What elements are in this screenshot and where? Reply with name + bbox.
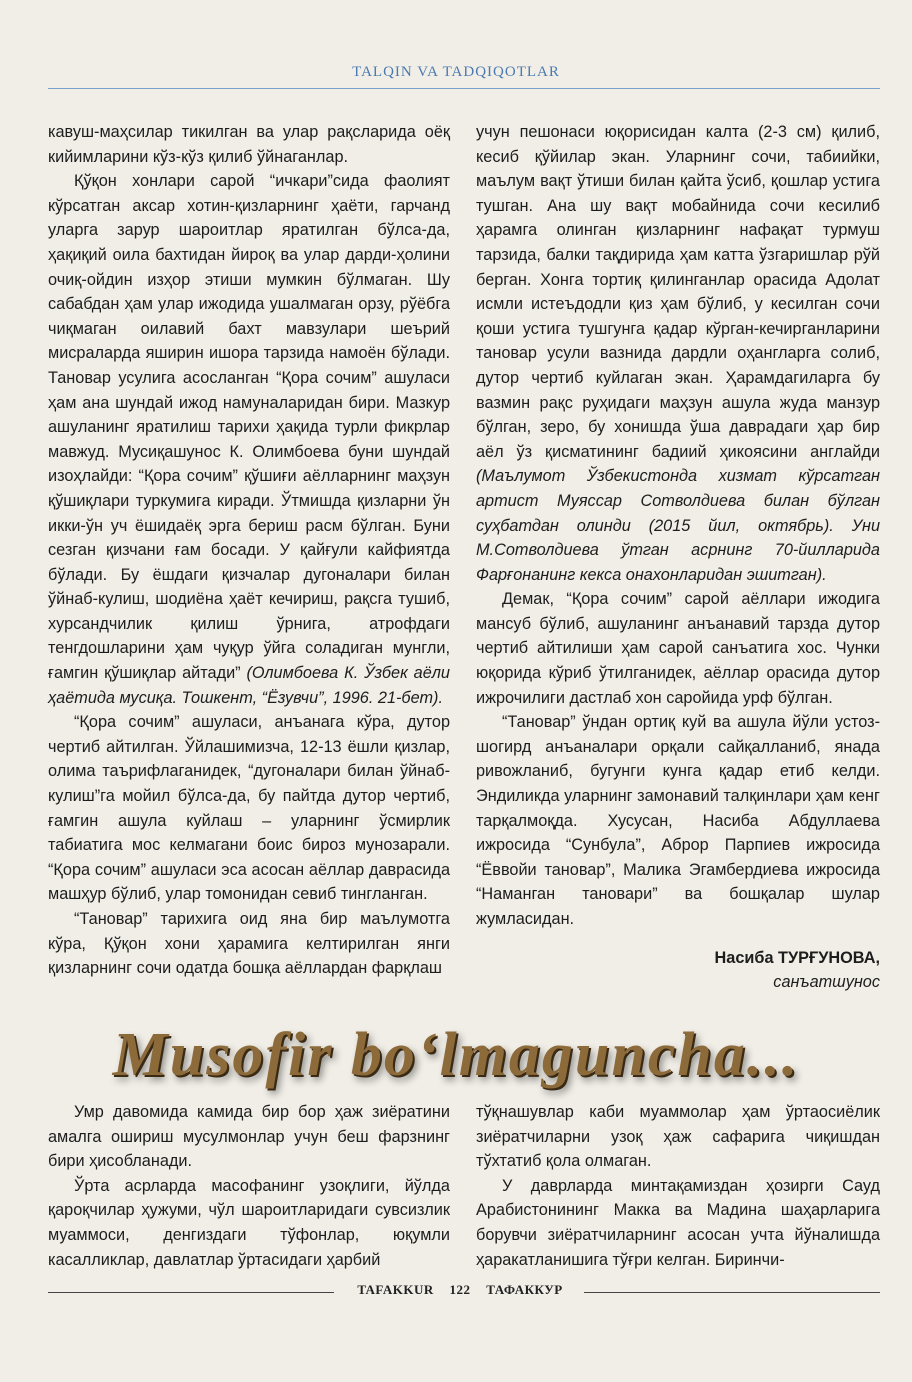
paragraph: У даврларда минтақамиздан ҳозирги Сауд Арабистонининг Макка ва Мадина шаҳарларига борувчи зиёратчиларнинг асосан учта йўналишда ҳаракатланишига тўғри келган. Биринчи- [476, 1176, 880, 1269]
paragraph: Умр давомида камида бир бор ҳаж зиёратини амалга ошириш мусулмонлар учун беш фарзнинг бири ҳисобланади. [48, 1103, 450, 1171]
footer-rule-right [584, 1292, 880, 1293]
paragraph: кавуш-маҳсилар тикилган ва улар рақсларида оёқ кийимларини кўз-кўз қилиб ўйнаганлар. [48, 123, 450, 166]
paragraph: Ўрта асрларда масофанинг узоқлиги, йўлда қароқчилар ҳужуми, чўл шароитларидаги сувсизлик муаммоси, денгиздаги тўфонлар, юқумли касалликлар, давлатлар ўртасидаги ҳарбий [48, 1176, 450, 1269]
citation: (Маълумот Ўзбекистонда хизмат кўрсатган артист Муяссар Сотволдиева билан бўлган суҳбатдан олинди (2015 йил, октябрь). Уни М.Сотволдиева ўтган асрнинг 70-йилларида Фарғонанинг кекса онахонларидан эшитган). [476, 467, 880, 584]
running-header: TALQIN VA TADQIQOTLAR [352, 64, 560, 80]
paragraph: “Тановар” ўндан ортиқ куй ва ашула йўли устоз-шогирд анъаналари орқали сайқалланиб, янада ривожланиб, бугунги кунга қадар етиб келди. Эндиликда уларнинг замонавий талқинлари ҳам кенг тарқалмоқда. Хусусан, Насиба Абдуллаева ижросида “Сунбула”, Аброр Парпиев ижросида “Ёввойи тановар”, Малика Эгамбердиева ижросида “Наманган тановари” ва бошқалар шулар жумласидан. [476, 713, 880, 928]
article1-column-left [48, 120, 450, 981]
footer-rule-left [48, 1292, 334, 1293]
page-number: 122 [449, 1282, 471, 1297]
paragraph: “Қора сочим” ашуласи, анъанага кўра, дутор чертиб айтилган. Ўйлашимизча, 12-13 ёшли қизлар, олима таърифлаганидек, “дугоналари билан ўйнаб-кулиш”га мойил бўлса-да, бу пайтда дутор чертиб, ғамгин ашула куйлаш – уларнинг ўсмирлик табиатига мос келмагани боис бироз мунозарали. “Қора сочим” ашуласи эса асосан аёллар даврасида машҳур бўлиб, улар томонидан севиб тингланган. [48, 713, 450, 904]
page-footer [340, 1282, 580, 1298]
author-name-text: Насиба ТУРҒУНОВА, [714, 948, 880, 967]
footer-title-cyrillic: ТАФАККУР [486, 1282, 563, 1297]
header-rule [48, 88, 880, 89]
author-name [476, 946, 880, 971]
paragraph [476, 120, 880, 587]
paragraph: Демак, “Қора сочим” сарой аёллари ижодига мансуб бўлиб, ашуланинг анъанавий тарзда дутор чертиб айтилиши ҳам сарой санъатига хос. Чунки юқорида кўриб ўтилганидек, аёллар орасида дутор ижрочилиги дастлаб хон саройида урф бўлган. [476, 590, 880, 707]
paragraph: тўқнашувлар каби муаммолар ҳам ўртаосиёлик зиёратчиларни узоқ ҳаж сафарига чиқишдан тўхтатиб қола олмаган. [476, 1103, 880, 1171]
paragraph: “Тановар” тарихига оид яна бир маълумотга кўра, Қўқон хони ҳарамига келтирилган янги қизларнинг сочи одатда бошқа аёллардан фарқлаш [48, 910, 450, 978]
author-role: санъатшунос [773, 973, 880, 992]
footer-title-latin: TAFAKKUR [357, 1282, 434, 1297]
paragraph-text: учун пешонаси юқорисидан калта (2-3 см) қилиб, кесиб қўйилар экан. Уларнинг сочи, табиийки, маълум вақт ўтиши билан қайта ўсиб, қошлар устига тушган. Ана шу вақт мобайнида сочи кесилиб ҳарамга олинган қизларнинг нафақат турмуш тарзида, балки тақдирида ҳам катта ўзгаришлар рўй берган. Хонга тортиқ қилинганлар орасида Адолат исмли истеъдодли қиз ҳам бўлиб, у кесилган сочи қоши устига тушгунга қадар кўрган-кечирганларини тановар усули вазнида дардли оҳангларга солиб, дутор чертиб куйлаган экан. Ҳарамдагиларга бу вазмин рақс руҳидаги маҳзун ашула жуда манзур бўлган, зеро, бу хонишда ўша даврадаги ҳар бир аёл ўз қисматининг бадиий ҳикоясини англайди [476, 123, 880, 461]
paragraph [48, 169, 450, 710]
article-title-banner: Musofir bo‘lmaguncha... [112, 1021, 800, 1089]
article2-column-left [48, 1100, 450, 1272]
paragraph-text: Қўқон хонлари сарой “ичкари”сида фаолият кўрсатган аксар хотин-қизларнинг ҳаёти, гарчанд уларга зарур шароитлар яратилган бўлса-да, ҳақиқий оила бахтидан йироқ ва улар дарди-ҳолини очиқ-ойдин изҳор этиши мумкин бўлмаган. Шу сабабдан ҳам улар ижодида ушалмаган орзу, рўёбга чиқмаган оилавий бахт мавзулари шеърий мисраларда яширин ишора тарзида намоён бўлади. Тановар усулига асосланган “Қора сочим” ашуласи ҳам ана шундай ижод намуналаридан бири. Мазкур ашуланинг яратилиш тарихи ҳақида турли фикрлар мавжуд. Мусиқашунос К. Олимбоева буни шундай изоҳлайди: “Қора сочим” қўшиғи аёлларнинг маҳзун қўшиқлари туркумига киради. Ўтмишда қизларни ўн икки-ўн уч ёшидаёқ эрга бериш расм бўлган. Буни сезган қизчани ғам босади. У қайғули кайфиятда бўлади. Бу ёшдаги қизчалар дугоналари билан ўйнаб-кулиш, шодиёна ҳаёт кечириш, рақсга тушиб, хурсандчилик қилиш ўрнига, атрофдаги тенгдошларини ҳам чуқур ўйга соладиган мунгли, ғамгин қўшиқлар айтади” [48, 172, 450, 683]
citation: (Олимбоева К. Ўзбек аёли ҳаётида мусиқа. Тошкент, “Ёзувчи”, 1996. 21-бет). [48, 664, 450, 707]
article1-column-right [476, 120, 880, 995]
article2-column-right [476, 1100, 880, 1272]
